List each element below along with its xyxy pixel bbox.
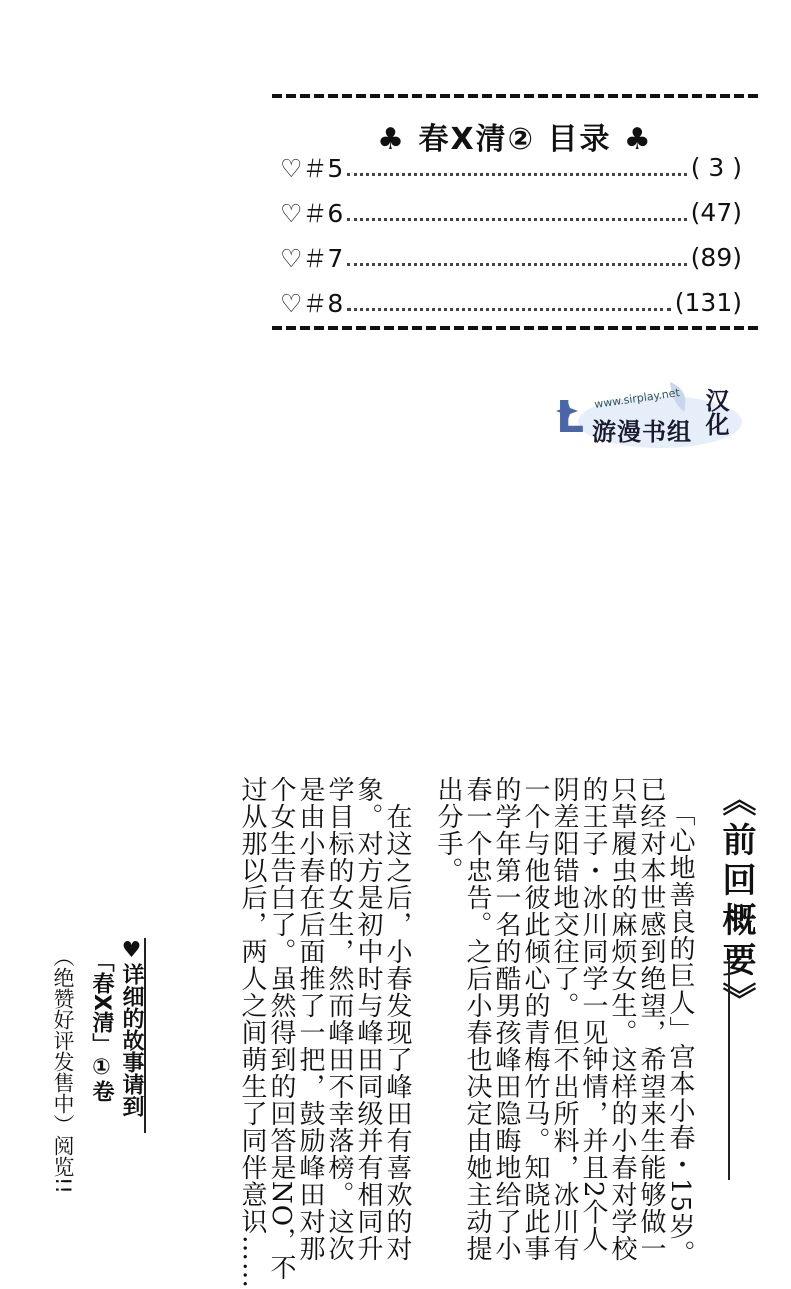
volume-note	[40, 938, 150, 1194]
summary-column: 是由小春在后面推了一把，鼓励峰田对那	[295, 776, 325, 1262]
logo-mark: L	[556, 392, 585, 443]
leader-dots	[347, 294, 670, 311]
toc-entry-label: ♡＃7	[280, 244, 344, 273]
group-logo	[550, 378, 746, 454]
summary-heading: 《前回概要》	[716, 782, 756, 1022]
toc-entry-label: ♡＃6	[280, 199, 344, 228]
summary-column: 阴差阳错地交往了。但不出所料，冰川有	[549, 776, 579, 1262]
summary-column: 「心地善良的巨人」宫本小春・15岁。	[665, 800, 695, 1268]
toc-entry-page: (131)	[674, 287, 742, 317]
top-dashed-border	[272, 92, 758, 100]
heading-rule	[727, 960, 731, 1180]
logo-name: 游漫书组	[592, 418, 692, 446]
leader-dots	[347, 249, 686, 266]
toc-entry	[280, 150, 742, 184]
toc-entry-page: ( 3 )	[690, 152, 742, 182]
summary-column: 在这之后，小春发现了峰田有喜欢的对	[382, 776, 412, 1262]
summary-column: 只草履虫的麻烦女生。这样的小春对学校	[607, 776, 637, 1262]
toc-entry	[280, 285, 742, 319]
toc-entry	[280, 240, 742, 274]
leader-dots	[347, 204, 686, 221]
logo-url: www.sirplay.net	[593, 386, 681, 411]
toc-entry-label: ♡＃5	[280, 154, 344, 183]
summary-column: 已经对本世感到绝望，希望来生能够做一	[636, 776, 666, 1262]
toc-title: ♣ 春X清② 目录 ♣	[377, 122, 653, 157]
summary-column: 的学年第一名的酷男孩峰田隐晦地给了小	[491, 776, 521, 1262]
toc-entry-page: (89)	[690, 242, 742, 272]
leader-dots	[347, 159, 686, 176]
summary-column: 象。对方是初中时与峰田同级并有相同升	[353, 776, 383, 1262]
summary-column: 春一个忠告。之后小春也决定由她主动提	[462, 776, 492, 1262]
note-line: ♥详细的故事请到	[119, 938, 144, 1117]
table-of-contents	[272, 92, 758, 332]
summary-column: 的王子・冰川同学一见钟情，并且2个人	[578, 776, 608, 1253]
summary-column: 个女生告白了。虽然得到的回答是NO，不	[266, 776, 296, 1282]
summary-column: 过从那以后，两人之间萌生了同伴意识……	[237, 776, 267, 1289]
toc-entry-label: ♡＃8	[280, 289, 344, 318]
toc-entry	[280, 195, 742, 229]
note-line: （绝赞好评发售中）阅览!!	[51, 946, 75, 1194]
logo-suffix: 汉化	[701, 388, 729, 436]
summary-column: 一个与他彼此倾心的青梅竹马。知晓此事	[520, 776, 550, 1262]
toc-entry-page: (47)	[690, 197, 742, 227]
summary-column: 学目标的女生，然而峰田不幸落榜。这次	[324, 776, 354, 1262]
note-line: 「春X清」①卷	[89, 950, 114, 1102]
summary-column: 出分手。	[433, 776, 463, 884]
bottom-dashed-border	[272, 324, 758, 332]
